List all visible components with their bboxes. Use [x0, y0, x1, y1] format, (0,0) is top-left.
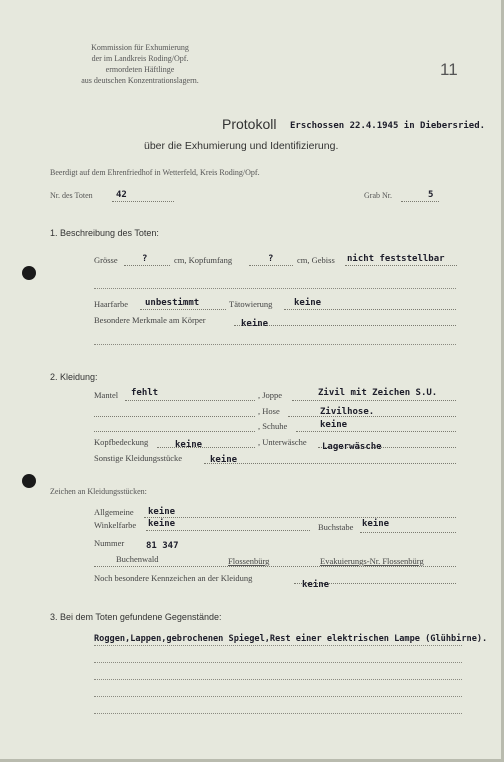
number-value: 81 347: [146, 541, 179, 551]
angle-color-label: Winkelfarbe: [94, 520, 137, 530]
found-items-value: Roggen,Lappen,gebrochenen Spiegel,Rest einer elektrischen Lampe (Glühbirne).: [94, 634, 488, 644]
grave-number-label: Grab Nr.: [364, 191, 392, 200]
pants-value: Zivilhose.: [320, 407, 375, 417]
marks-label: Besondere Merkmale am Körper: [94, 315, 206, 325]
tattoo-value: keine: [294, 298, 322, 308]
dead-number-value: 42: [116, 190, 127, 200]
cm-head-label: cm, Kopfumfang: [174, 255, 233, 265]
size-value: ?: [142, 254, 148, 264]
hair-value: unbestimmt: [145, 298, 200, 308]
dead-number-label: Nr. des Toten: [50, 191, 93, 200]
burial-text: Beerdigt auf dem Ehrenfriedhof in Wetterfeld, Kreis Roding/Opf.: [50, 168, 260, 177]
punch-hole-top: [22, 266, 36, 280]
jacket-value: Zivil mit Zeichen S.U.: [318, 388, 438, 398]
underwear-value: Lagerwäsche: [322, 442, 382, 452]
tattoo-label: Tätowierung: [229, 299, 273, 309]
section-3-heading: 3. Bei dem Toten gefundene Gegenstände:: [50, 612, 222, 622]
shoes-label: , Schuhe: [258, 421, 288, 431]
letter-value: keine: [362, 519, 390, 529]
commission-line: aus deutschen Konzentrationslagern.: [81, 76, 199, 85]
headwear-value: keine: [175, 440, 203, 450]
grave-number-value: 5: [428, 190, 434, 200]
commission-line: ermordeten Häftlinge: [105, 65, 175, 74]
shoes-value: keine: [320, 420, 348, 430]
page-title: Protokoll: [222, 116, 277, 132]
punch-hole-bottom: [22, 474, 36, 488]
cm-teeth-label: cm, Gebiss: [297, 255, 335, 265]
more-marks-value: keine: [302, 580, 330, 590]
section-2-heading: 2. Kleidung:: [50, 372, 98, 382]
general-value: keine: [148, 507, 176, 517]
headwear-label: Kopfbedeckung: [94, 437, 149, 447]
hair-label: Haarfarbe: [94, 299, 128, 309]
size-label: Grösse: [94, 255, 118, 265]
general-label: Allgemeine: [94, 507, 134, 517]
execution-stamp: Erschossen 22.4.1945 in Diebersried.: [290, 121, 486, 131]
coat-label: Mantel: [94, 390, 119, 400]
jacket-label: , Joppe: [258, 390, 283, 400]
page-subtitle: über die Exhumierung und Identifizierung.: [144, 140, 339, 152]
other-clothing-value: keine: [210, 455, 238, 465]
page-number: 11: [440, 60, 458, 79]
pants-label: , Hose: [258, 406, 280, 416]
letter-label: Buchstabe: [318, 522, 354, 532]
number-label: Nummer: [94, 538, 125, 548]
more-marks-label: Noch besondere Kennzeichen an der Kleidung: [94, 573, 253, 583]
marks-value: keine: [241, 319, 269, 329]
commission-line: der im Landkreis Roding/Opf.: [91, 54, 189, 63]
evacuation-number: Evakuierungs-Nr. Flossenbürg: [320, 556, 424, 566]
teeth-value: nicht feststellbar: [347, 254, 445, 264]
camp-buchenwald: Buchenwald: [116, 554, 159, 564]
angle-color-value: keine: [148, 519, 176, 529]
coat-value: fehlt: [131, 388, 159, 398]
clothing-marks-heading: Zeichen an Kleidungsstücken:: [50, 487, 147, 496]
commission-line: Kommission für Exhumierung: [91, 43, 189, 52]
section-1-heading: 1. Beschreibung des Toten:: [50, 228, 159, 238]
camp-flossenbuerg: Flossenbürg: [228, 556, 270, 566]
underwear-label: , Unterwäsche: [258, 437, 307, 447]
commission-header: [0, 42, 280, 86]
other-clothing-label: Sonstige Kleidungsstücke: [94, 453, 183, 463]
head-value: ?: [268, 254, 274, 264]
